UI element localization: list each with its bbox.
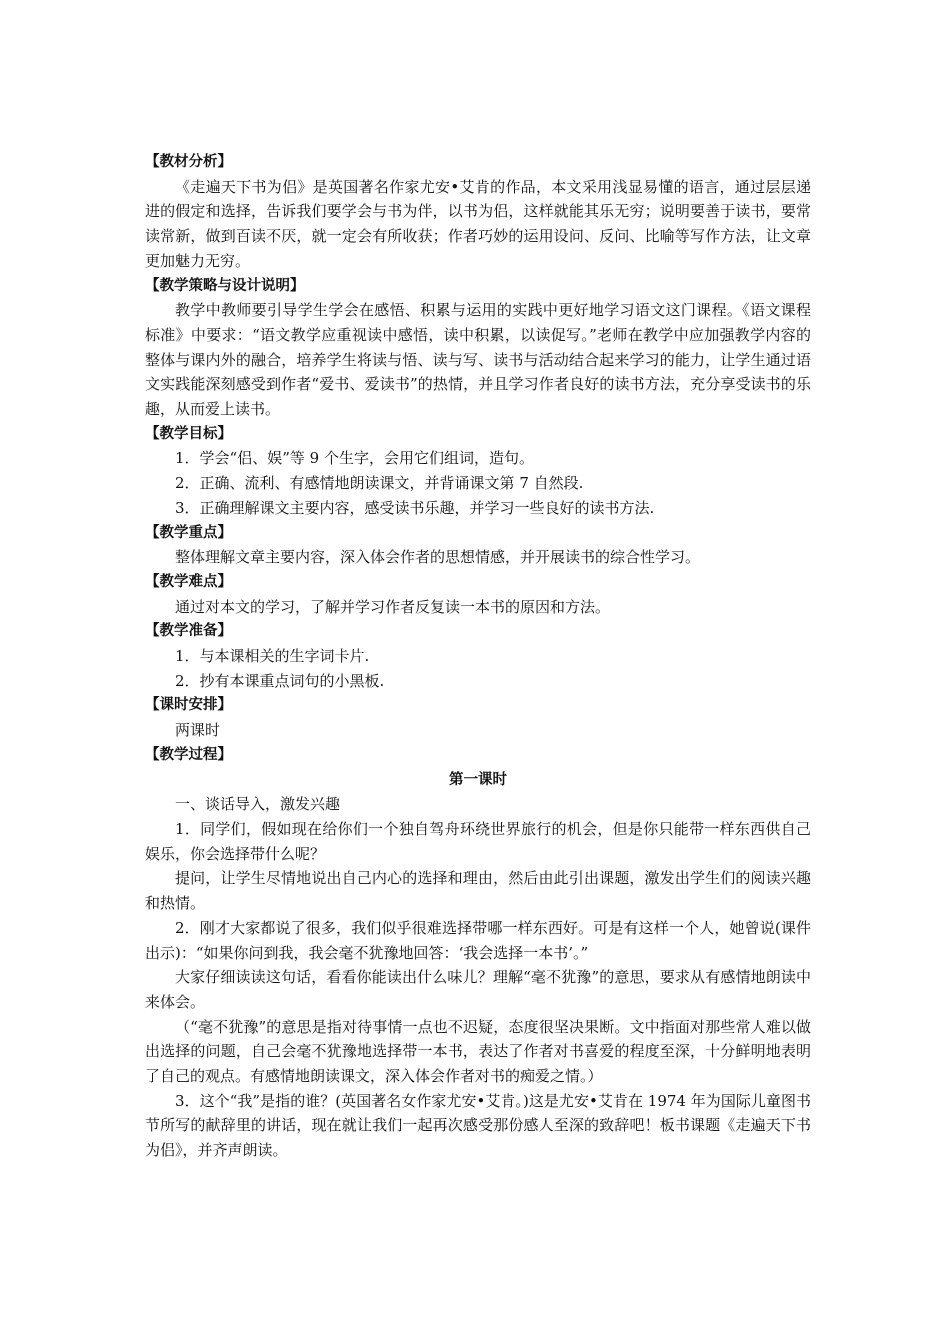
process-paragraph: 大家仔细读读这句话，看看你能读出什么味儿？理解“毫不犹豫”的意思，要求从有感情地朗读中来体会。 <box>145 968 811 1011</box>
process-paragraph: 1．同学们，假如现在给你们一个独自驾舟环绕世界旅行的机会，但是你只能带一样东西供自己娱乐，你会选择带什么呢？ <box>145 819 811 863</box>
process-paragraph: 2．刚才大家都说了很多，我们似乎很难选择带哪一样东西好。可是有这样一个人，她曾说(课件出示)：“如果你问到我，我会毫不犹豫地回答：‘我会选择一本书’。” <box>145 918 811 962</box>
process-paragraph: （“毫不犹豫”的意思是指对待事情一点也不迟疑，态度很坚决果断。文中指面对那些常人难以做出选择的问题，自己会毫不犹豫地选择带一本书，表达了作者对书喜爱的程度至深，十分鲜明地表明了自己的观点。有感情地朗读课文，深入体会作者对书的痴爱之情。） <box>145 1017 811 1086</box>
prep-heading: 【教学准备】 <box>145 623 232 640</box>
difficulty-text: 通过对本文的学习，了解并学习作者反复读一本书的原因和方法。 <box>175 597 611 616</box>
focus-text: 整体理解文章主要内容，深入体会作者的思想情感，并开展读书的综合性学习。 <box>175 548 701 567</box>
process-paragraph: 3．这个“我”是指的谁？(英国著名女作家尤安•艾肯。)这是尤安•艾肯在 1974 年为国际儿童图书节所写的献辞里的讲话，现在就让我们一起再次感受那份感人至深的致辞吧！板书课题《走遍天下书为侣》，并齐声朗读。 <box>145 1091 811 1160</box>
analysis-heading: 【教材分析】 <box>145 154 232 170</box>
prep-item: 2．抄有本课重点词句的小黑板. <box>175 671 385 690</box>
step-heading: 一、谈话导入，激发兴趣 <box>175 795 341 814</box>
document-body <box>145 150 811 1163</box>
goal-item: 2．正确、流利、有感情地朗读课文，并背诵课文第 7 自然段. <box>175 474 584 493</box>
strategy-text: 教学中教师要引导学生学会在感悟、积累与运用的实践中更好地学习语文这门课程。《语文课程标准》中要求：“语文教学应重视读中感悟，读中积累，以读促写。”老师在教学中应加强教学内容的整体与课内外的融合，培养学生将读与悟、读与写、读书与活动结合起来学习的能力，让学生通过语文实践能深刻感受到作者“爱书、爱读书”的热情，并且学习作者良好的读书方法，充分享受读书的乐趣，从而爱上读书。 <box>145 301 811 419</box>
process-heading: 【教学过程】 <box>145 746 232 763</box>
process-paragraph: 提问，让学生尽情地说出自己内心的选择和理由，然后由此引出课题，激发出学生们的阅读兴趣和热情。 <box>145 869 811 913</box>
lesson-title: 第一课时 <box>449 771 507 788</box>
schedule-heading: 【课时安排】 <box>145 697 232 714</box>
focus-heading: 【教学重点】 <box>145 524 232 541</box>
goal-item: 1．学会“侣、娱”等 9 个生字，会用它们组词，造句。 <box>175 449 534 468</box>
difficulty-heading: 【教学难点】 <box>145 573 232 590</box>
goals-heading: 【教学目标】 <box>145 425 232 442</box>
goal-item: 3．正确理解课文主要内容，感受读书乐趣，并学习一些良好的读书方法. <box>175 498 655 517</box>
prep-item: 1．与本课相关的生字词卡片. <box>175 647 370 666</box>
schedule-text: 两课时 <box>175 721 221 740</box>
strategy-heading: 【教学策略与设计说明】 <box>145 277 305 294</box>
analysis-text: 《走遍天下书为侣》是英国著名作家尤安•艾肯的作品，本文采用浅显易懂的语言，通过层层递进的假定和选择，告诉我们要学会与书为伴，以书为侣，这样就能其乐无穷；说明要善于读书，要常读常新，做到百读不厌，就一定会有所收获；作者巧妙的运用设问、反问、比喻等写作方法，让文章更加魅力无穷。 <box>145 177 811 270</box>
